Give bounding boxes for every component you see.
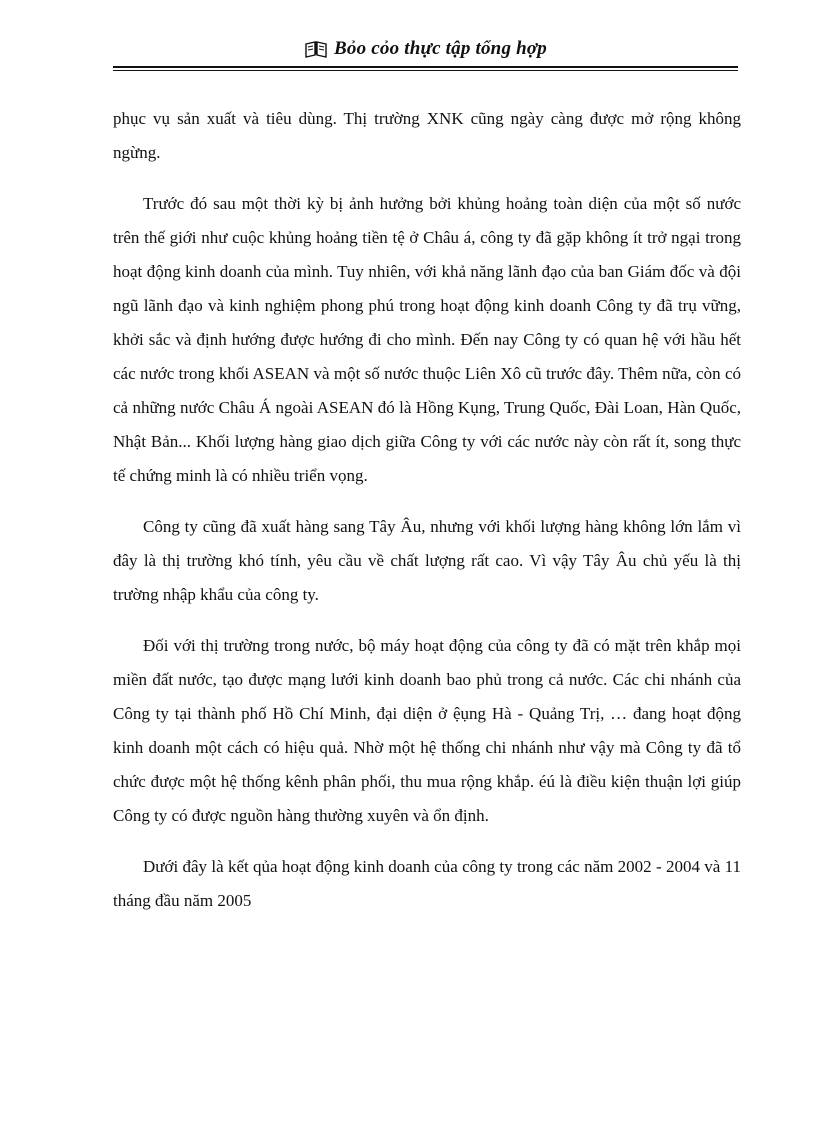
paragraph-western-europe: Công ty cũng đã xuất hàng sang Tây Âu, nhưng với khối lượng hàng không lớn lắm vì đây là thị trường khó tính, yêu cầu về chất lượng rất cao. Vì vậy Tây Âu chủ yếu là thị trường nhập khẩu của công ty.	[113, 517, 741, 604]
header-inner	[304, 38, 547, 60]
header-rule-thick	[113, 66, 738, 68]
book-icon	[304, 40, 328, 58]
paragraph-results-intro: Dưới đây là kết qủa hoạt động kinh doanh của công ty trong các năm 2002 - 2004 và 11 tháng đầu năm 2005	[113, 857, 741, 910]
header-rule-thin	[113, 70, 738, 71]
document-body	[113, 102, 741, 935]
page-header	[113, 38, 738, 66]
paragraph-foreign-markets: Trước đó sau một thời kỳ bị ảnh hưởng bởi khủng hoảng toàn diện của một số nước trên thế giới như cuộc khủng hoảng tiền tệ ở Châu á, công ty đã gặp không ít trở ngại trong hoạt động kinh doanh của mình. Tuy nhiên, với khả năng lãnh đạo của ban Giám đốc và đội ngũ lãnh đạo và kinh nghiệm phong phú trong hoạt động kinh doanh Công ty đã trụ vững, khởi sắc và định hướng được hướng đi cho mình. Đến nay Công ty có quan hệ với hầu hết các nước trong khối ASEAN và một số nước thuộc Liên Xô cũ trước đây. Thêm nữa, còn có cả những nước Châu Á ngoài ASEAN đó là Hồng Kụng, Trung Quốc, Đài Loan, Hàn Quốc, Nhật Bản... Khối lượng hàng giao dịch giữa Công ty với các nước này còn rất ít, song thực tế chứng minh là có nhiều triển vọng.	[113, 194, 741, 485]
header-title: Bỏo cỏo thực tập tổng hợp	[334, 38, 547, 59]
paragraph-domestic-market: Đối với thị trường trong nước, bộ máy hoạt động của công ty đã có mặt trên khắp mọi miền đất nước, tạo được mạng lưới kinh doanh bao phủ trong cả nước. Các chi nhánh của Công ty tại thành phố Hồ Chí Minh, đại diện ở ệụng Hà - Quảng Trị, … đang hoạt động kinh doanh một cách có hiệu quả. Nhờ một hệ thống chi nhánh như vậy mà Công ty đã tổ chức được một hệ thống kênh phân phối, thu mua rộng khắp. éú là điều kiện thuận lợi giúp Công ty có được nguồn hàng thường xuyên và ổn định.	[113, 636, 741, 825]
paragraph-continuation: phục vụ sản xuất và tiêu dùng. Thị trường XNK cũng ngày càng được mở rộng không ngừng.	[113, 109, 741, 162]
